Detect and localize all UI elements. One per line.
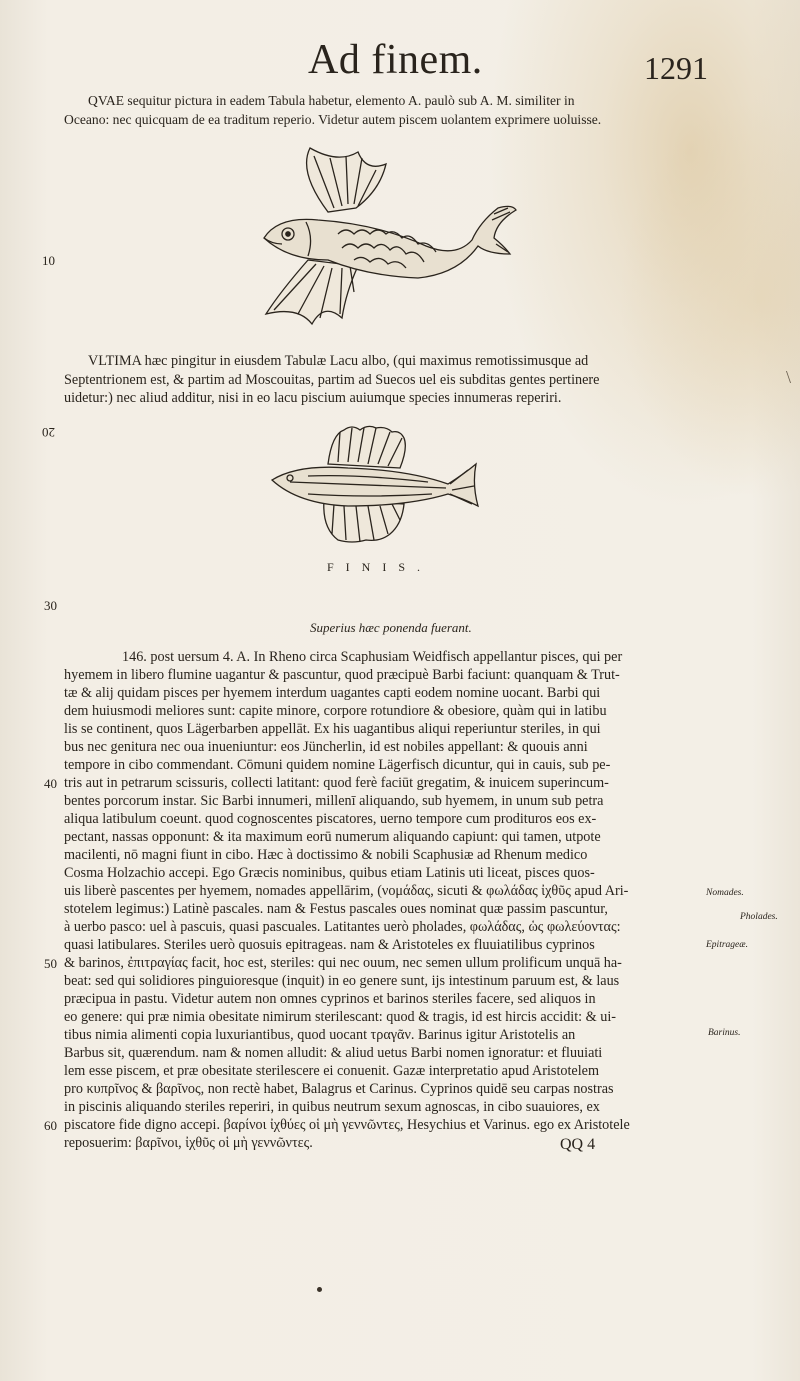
text-line: bus nec genitura nec oua inueniuntur: eos Jüncherlin, id est nobiles appellant: & quouis anni: [64, 739, 588, 755]
text-line: & barinos, ἐπιτραγίας facit, hoc est, steriles: qui nec ouum, nec semen ullum prolificum unquā ha-: [64, 955, 622, 971]
text-line: reposuerim: βαρῖνοι, ἰχθῦς οἱ μὴ γεννῶντες.: [64, 1135, 313, 1151]
line-number: 50: [44, 956, 57, 971]
text-line: eo genere: qui præ nimia obesitate nimirum sterilescant: quod & tragis, id est hircis accidit: & ui-: [64, 1009, 616, 1025]
margin-note: Pholades.: [740, 912, 778, 922]
text-line: QVAE sequitur pictura in eadem Tabula habetur, elemento A. paulò sub A. M. similiter in: [88, 93, 575, 108]
text-line: quasi latibulares. Steriles uerò quosuis epitrageas. nam & Aristoteles ex fluuiatilibus cyprinos: [64, 937, 595, 953]
text-line: uidetur:) nec aliud additur, nisi in eo lacu piscium auiumque species innumeras reperiri.: [64, 390, 562, 406]
line-number: 40: [44, 776, 57, 791]
lake-fish-woodcut: [268, 424, 482, 548]
text-line: bentes porcorum instar. Sic Barbi innumeri, millenī aliquando, sub hyemem, in unum sub petra: [64, 793, 604, 809]
text-line: uis liberè pascentes per hyemem, nomades appellārim, (νομάδας, sicuti & φωλάδας ἰχθῦς apud Ari-: [64, 883, 629, 899]
text-line: pro κυπρῖνος & βαρῖνος, non rectè habet, Balagrus et Carinus. Cyprinos quidē seu carpas nostras: [64, 1081, 614, 1097]
margin-note: Nomades.: [706, 888, 744, 898]
text-line: piscatore fide digno accepi. βαρίνοι ἰχθύες οἱ μὴ γεννῶντες, Hesychius et Varinus. ego ex Aristotele: [64, 1117, 630, 1133]
text-line: Barbus sit, quærendum. nam & nomen alludit: & aliud uetus Barbi nomen ignoratur: et fluuiati: [64, 1045, 603, 1061]
text-line: tibus nimia alimenti copia luxuriantibus, quod uocant τραγᾶν. Barinus igitur Aristotelis an: [64, 1027, 576, 1043]
text-line: VLTIMA hæc pingitur in eiusdem Tabulæ Lacu albo, (qui maximus remotissimusque ad: [88, 353, 589, 369]
text-line: lem esse piscem, et præ obesitate sterilescere ei conuenit. Gazæ interpretatio apud Aristotelem: [64, 1063, 600, 1079]
text-line: 146. post uersum 4. A. In Rheno circa Scaphusiam Weidfisch appellantur pisces, qui per: [122, 649, 623, 665]
text-line: præcipua in pastu. Videtur autem non omnes cyprinos et barinos steriles facere, sed aliquos in: [64, 991, 596, 1007]
running-title: Ad finem.: [308, 37, 483, 83]
text-line: aliqua latibulum coeunt. quod cognoscentes piscatores, uerno tempore cum prodituros eos ex-: [64, 811, 597, 827]
text-line: Cosma Holzachio accepi. Ego Græcis nominibus, quibus etiam Latinis uti liceat, pisces quos-: [64, 865, 595, 881]
line-number: 20: [42, 425, 55, 440]
text-line: tris aut in petrarum scissuris, collecti latitant: quod ferè faciūt gregatim, & inuicem superincum-: [64, 775, 609, 791]
text-line: macilenti, nō magni fiunt in cibo. Hæc à doctissimo & nobili Scaphusiæ ad Rhenum medico: [64, 847, 588, 863]
text-line: Oceano: nec quicquam de ea traditum reperio. Videtur autem piscem uolantem exprimere uoluisse.: [64, 112, 602, 127]
text-line: pectant, nassas opponunt: & ita maximum eorū numerum aliquando capiunt: qui tamen, utpote: [64, 829, 601, 845]
line-number: 60: [44, 1118, 57, 1133]
text-line: dem huiusmodi meliores sunt: capite minore, corpore rotundiore & obesiore, quàm qui in latibu: [64, 703, 607, 719]
text-line: hyemem in libero flumine uagantur & pascuntur, quod præcipuè Barbi faciunt: quanquam & Trut-: [64, 667, 620, 683]
line-number: 30: [44, 598, 57, 613]
flying-fish-woodcut: [258, 142, 520, 340]
margin-note: Barinus.: [708, 1028, 741, 1038]
page-number: 1291: [644, 50, 708, 86]
signature-mark: QQ 4: [560, 1136, 596, 1153]
text-line: à uerbo pasco: uel à pascuis, quasi pascuales. Latitantes uerò pholades, φωλάδας, ὡς φωλεύοντας:: [64, 919, 621, 935]
text-line: lis se continent, quos Lägerbarben appellāt. Ex his uagantibus aliqui reperiuntur steriles, in qui: [64, 721, 601, 737]
text-line: beat: sed qui solidiores pinguioresque (inquit) in eo genere sunt, ijs intestinum paruum est, & laus: [64, 973, 620, 989]
ink-dot: [317, 1287, 322, 1292]
finis-mark: FINIS.: [327, 560, 433, 574]
edge-mark: \: [786, 367, 792, 387]
line-number: 10: [42, 253, 55, 268]
section-heading: Superius hæc ponenda fuerant.: [310, 620, 472, 635]
text-line: Septentrionem est, & partim ad Moscouitas, partim ad Suecos uel eis subditas gentes pertinere: [64, 372, 600, 388]
text-line: stotelem legimus:) Latinè pascales. nam & Festus pascales oues nominat quæ passim pascuntur,: [64, 901, 608, 917]
text-line: in piscinis aliquando steriles reperiri, in quibus neutrum sexum agnoscas, in cibo suauiores, ex: [64, 1099, 600, 1115]
margin-note: Epitrageæ.: [706, 940, 748, 950]
text-line: tæ & alij quidam pisces per hyemem interdum uagantes capti eodem nomine uocant. Barbi qui: [64, 685, 601, 701]
text-line: tempore in cibo commendant. Cōmuni quidem nomine Lägerfisch dicuntur, qui in cauis, sub pe-: [64, 757, 611, 773]
